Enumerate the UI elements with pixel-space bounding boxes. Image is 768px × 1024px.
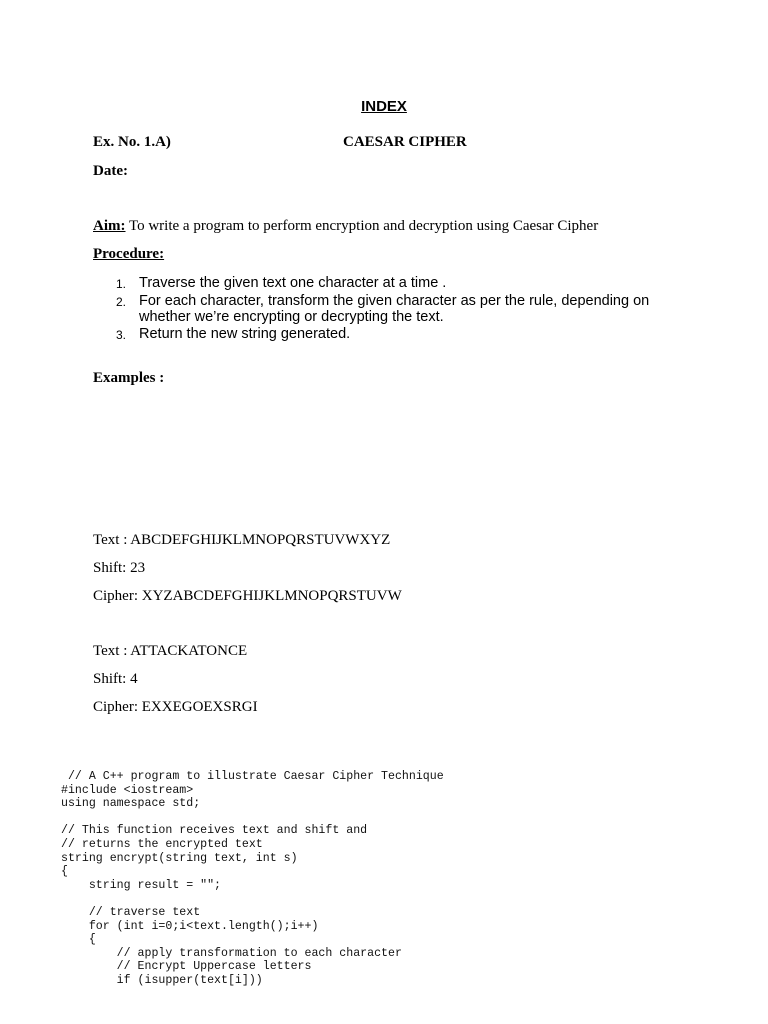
- code-line: // A C++ program to illustrate Caesar Cipher Technique: [61, 770, 444, 783]
- example2-shift: Shift: 4: [93, 671, 138, 687]
- code-line: if (isupper(text[i])): [61, 973, 263, 987]
- code-line: string encrypt(string text, int s): [61, 851, 298, 865]
- procedure-step: [116, 275, 696, 293]
- step-number: 3.: [116, 327, 127, 342]
- procedure-step: [116, 326, 696, 344]
- code-line: using namespace std;: [61, 797, 201, 811]
- date-label: Date:: [93, 163, 128, 179]
- step-text: Traverse the given text one character at a time .: [139, 275, 447, 291]
- aim-section: [93, 218, 598, 235]
- example1-cipher: Cipher: XYZABCDEFGHIJKLMNOPQRSTUVW: [93, 588, 402, 604]
- code-line: {: [61, 933, 96, 947]
- code-line: string result = "";: [61, 878, 222, 892]
- step-text: For each character, transform the given character as per the rule, depending on whether we’re encrypting or decrypting the text.: [139, 292, 650, 325]
- code-line: // traverse text: [61, 905, 201, 919]
- code-line: // Encrypt Uppercase letters: [61, 960, 312, 974]
- procedure-steps: [116, 275, 696, 343]
- example2-text: Text : ATTACKATONCE: [93, 643, 248, 659]
- step-number: 1.: [116, 277, 127, 291]
- examples-label: Examples :: [93, 370, 165, 386]
- code-line: [61, 811, 444, 825]
- procedure-step: [116, 293, 696, 326]
- example1-shift: Shift: 23: [93, 560, 146, 576]
- example1-text: Text : ABCDEFGHIJKLMNOPQRSTUVWXYZ: [93, 532, 391, 548]
- page-heading: INDEX: [361, 98, 407, 115]
- code-line: for (int i=0;i<text.length();i++): [61, 919, 319, 933]
- aim-text: To write a program to perform encryption and decryption using Caesar Cipher: [125, 218, 599, 234]
- aim-label: Aim:: [93, 218, 126, 234]
- procedure-label: Procedure:: [93, 246, 165, 262]
- exercise-number: Ex. No. 1.A): [93, 134, 171, 150]
- code-line: {: [61, 865, 68, 879]
- code-line: // returns the encrypted text: [61, 837, 263, 851]
- code-line: [61, 892, 444, 906]
- code-block: [61, 770, 444, 988]
- step-number: 2.: [116, 294, 127, 309]
- code-line: // apply transformation to each character: [61, 946, 402, 960]
- code-line: // This function receives text and shift and: [61, 824, 368, 838]
- step-text: Return the new string generated.: [139, 325, 351, 342]
- exercise-title: CAESAR CIPHER: [343, 134, 467, 150]
- code-line: #include <iostream>: [61, 783, 194, 797]
- example2-cipher: Cipher: EXXEGOEXSRGI: [93, 699, 258, 715]
